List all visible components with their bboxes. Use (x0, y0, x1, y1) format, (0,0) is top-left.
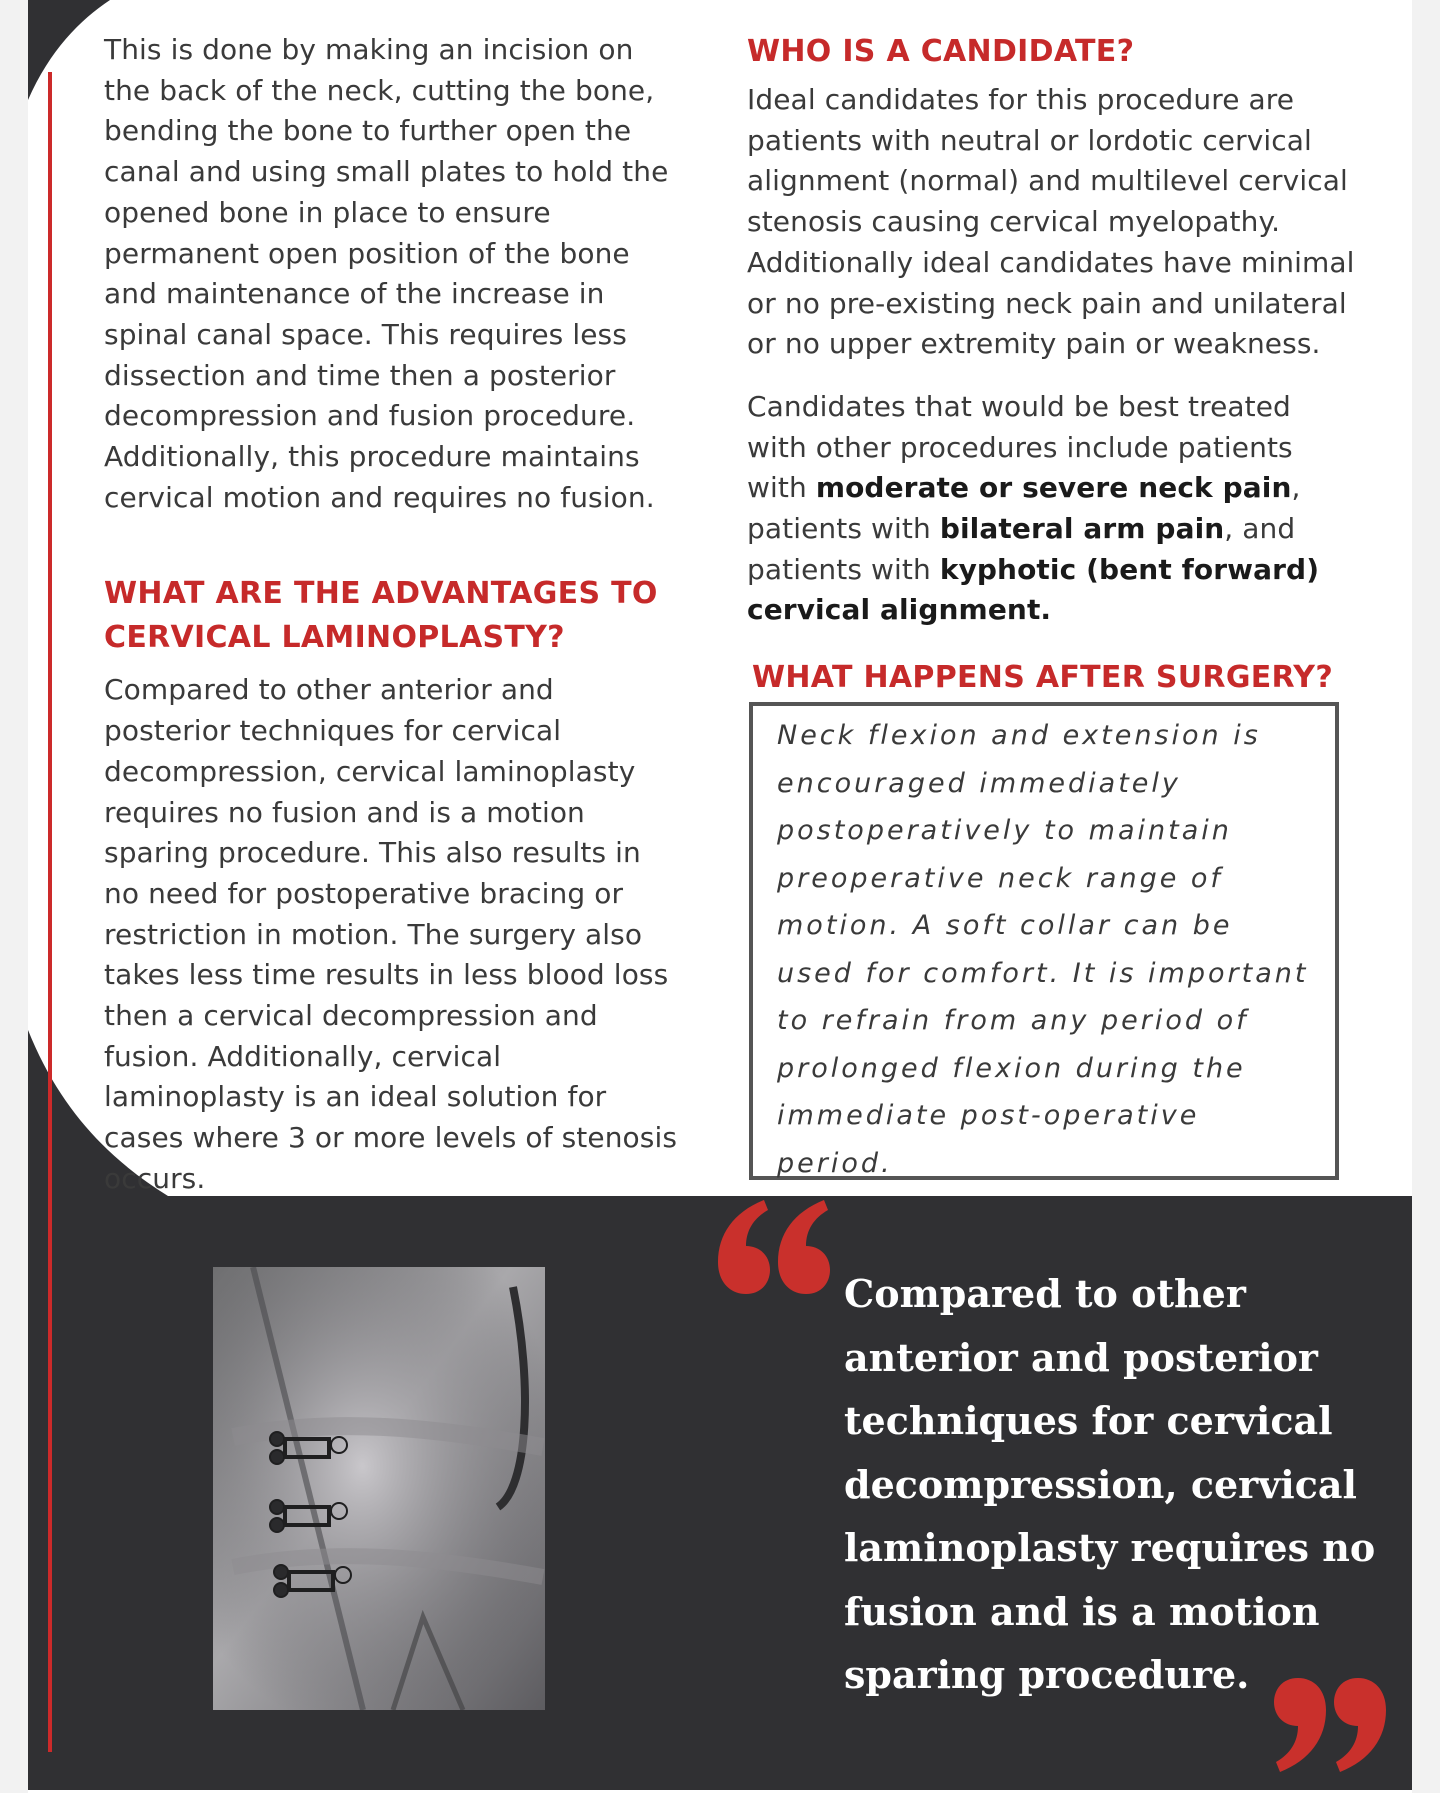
after-surgery-paragraph: Neck flexion and extension is encouraged immediately postoperatively to maintain preoperative neck range of motion. A soft collar can be used for comfort. It is important to refrain from any period of prolonged flexion during the immediate post-operative period. (777, 720, 1309, 1179)
accent-vertical-line (48, 72, 52, 1752)
after-surgery-box (749, 702, 1339, 1180)
xray-image (213, 1267, 545, 1710)
other-mid-text-1: , patients with (747, 471, 1301, 546)
left-column (104, 30, 684, 1200)
advantages-heading: WHAT ARE THE ADVANTAGES TO CERVICAL LAMINOPLASTY? (104, 576, 658, 656)
kyphotic-emphasis: kyphotic (bent forward) cervical alignment. (747, 552, 1320, 627)
candidate-heading: WHO IS A CANDIDATE? (747, 34, 1135, 69)
arm-pain-emphasis: bilateral arm pain (939, 512, 1225, 546)
other-intro-text: Candidates that would be best treated with other procedures include patients with (747, 389, 1293, 505)
after-surgery-heading: WHAT HAPPENS AFTER SURGERY? (752, 660, 1334, 695)
open-quote-icon (712, 1190, 832, 1300)
advantages-paragraph: Compared to other anterior and posterior techniques for cervical decompression, cervical laminoplasty requires no fusion and is a motion sparing procedure. This also results in no need for postoperative bracing or restriction in motion. The surgery also takes less time results in less blood loss then a cervical decompression and fusion. Additionally, cervical laminoplasty is an ideal solution for cases where 3 or more levels of stenosis occurs. (104, 673, 678, 1195)
candidate-paragraph: Ideal candidates for this procedure are patients with neutral or lordotic cervical alignment (normal) and multilevel cervical stenosis causing cervical myelopathy. Additionally ideal candidates have minimal or no pre-existing neck pain and unilateral or no upper extremity pain or weakness. (747, 83, 1355, 361)
other-candidates-paragraph (747, 387, 1357, 631)
right-column (747, 30, 1357, 631)
intro-paragraph: This is done by making an incision on the back of the neck, cutting the bone, bending the bone to further open the canal and using small plates to hold the opened bone in place to ensure permanent open position of the bone and maintenance of the increase in spinal canal space. This requires less dissection and time then a posterior decompression and fusion procedure. Additionally, this procedure maintains cervical motion and requires no fusion. (104, 33, 669, 514)
pull-quote: Compared to other anterior and posterior techniques for cervical decompression, cervical laminoplasty requires no fusion and is a motion sparing procedure. (844, 1271, 1376, 1697)
neck-pain-emphasis: moderate or severe neck pain (815, 471, 1292, 505)
other-mid-text-2: , and patients with (747, 512, 1296, 586)
